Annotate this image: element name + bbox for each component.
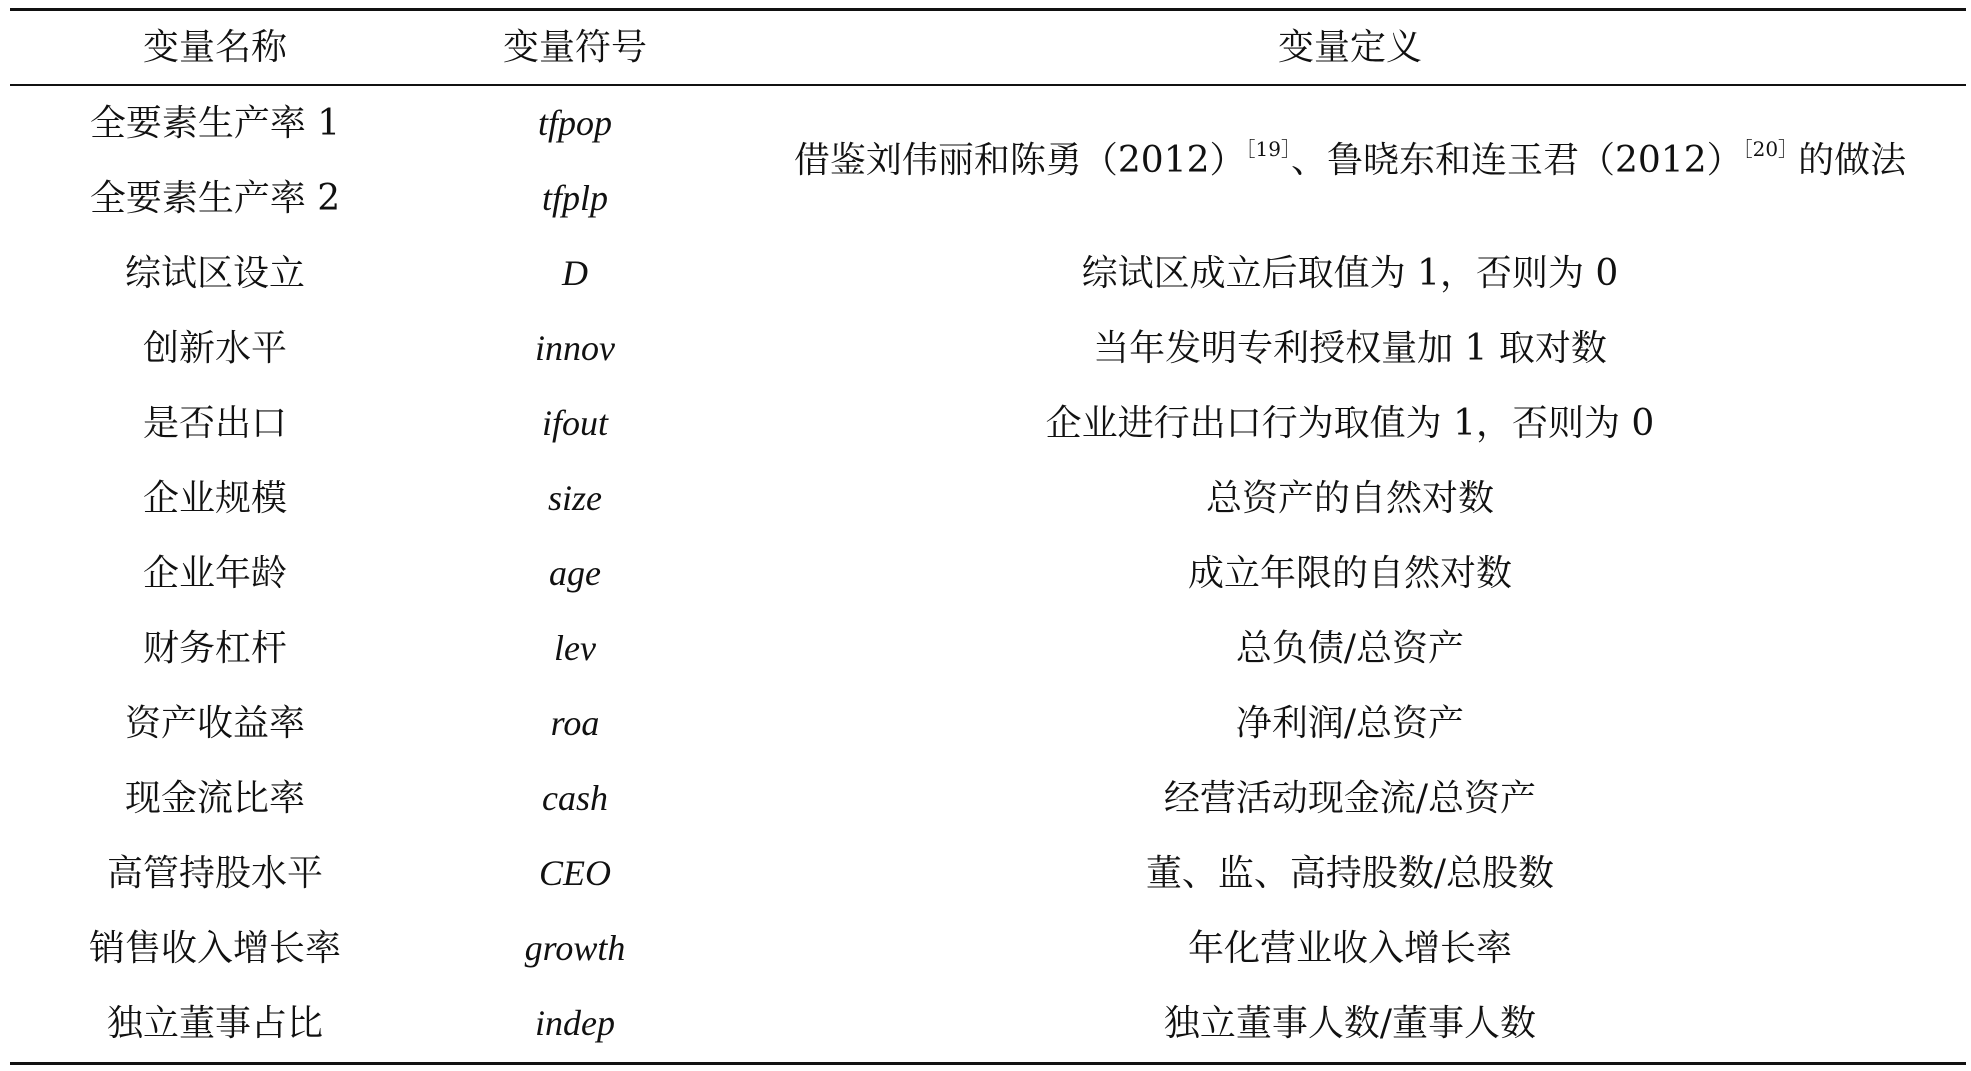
row-symbol: ifout	[541, 403, 608, 443]
row-symbol: age	[549, 553, 601, 593]
row-symbol: tfpop	[537, 103, 612, 143]
row-name: 财务杠杆	[142, 628, 287, 669]
merged-definition-part1: 借鉴刘伟丽和陈勇（2012）	[793, 140, 1246, 181]
row-definition: 企业进行出口行为取值为 1，否则为 0	[1045, 403, 1655, 444]
row-definition: 当年发明专利授权量加 1 取对数	[1093, 328, 1607, 369]
row-name: 创新水平	[142, 328, 287, 369]
row-name: 销售收入增长率	[88, 928, 341, 969]
row-definition: 净利润/总资产	[1235, 703, 1465, 744]
row-definition: 综试区成立后取值为 1，否则为 0	[1081, 253, 1619, 294]
row-name: 资产收益率	[124, 703, 305, 744]
merged-definition-part2: 、鲁晓东和连玉君（2012）	[1290, 140, 1743, 181]
row-symbol: roa	[550, 703, 600, 743]
row-symbol: innov	[535, 328, 615, 368]
merged-definition-part3: 的做法	[1798, 140, 1907, 181]
row-definition: 年化营业收入增长率	[1187, 928, 1512, 969]
row-symbol: size	[548, 478, 602, 518]
row-symbol: CEO	[539, 853, 611, 893]
row-symbol: tfplp	[541, 178, 608, 218]
row-definition: 总负债/总资产	[1235, 628, 1465, 669]
row-symbol: cash	[542, 778, 608, 818]
row-definition: 成立年限的自然对数	[1187, 553, 1512, 594]
row-name: 全要素生产率 2	[89, 178, 341, 219]
row-definition: 独立董事人数/董事人数	[1163, 1003, 1537, 1044]
row-name: 高管持股水平	[106, 853, 323, 894]
row-name: 企业规模	[142, 478, 287, 519]
row-name: 综试区设立	[124, 253, 305, 294]
row-symbol: D	[562, 253, 588, 293]
header-variable-symbol: 变量符号	[502, 27, 647, 68]
row-symbol: growth	[524, 928, 626, 968]
citation-20: ［20］	[1742, 137, 1799, 161]
row-definition: 董、监、高持股数/总股数	[1145, 853, 1555, 894]
row-definition: 经营活动现金流/总资产	[1163, 778, 1537, 819]
row-name: 独立董事占比	[106, 1003, 323, 1044]
header-variable-name: 变量名称	[142, 27, 287, 68]
row-name: 企业年龄	[142, 553, 287, 594]
row-symbol: lev	[554, 628, 596, 668]
table-bottom-rule	[10, 1062, 1966, 1065]
header-variable-definition: 变量定义	[1277, 27, 1422, 68]
row-definition: 总资产的自然对数	[1205, 478, 1494, 519]
row-name: 现金流比率	[124, 778, 305, 819]
merged-definition-tfp	[740, 86, 1960, 236]
row-symbol: indep	[535, 1003, 615, 1043]
row-name: 是否出口	[142, 403, 287, 444]
citation-19: ［19］	[1245, 137, 1291, 161]
row-name: 全要素生产率 1	[89, 103, 341, 144]
